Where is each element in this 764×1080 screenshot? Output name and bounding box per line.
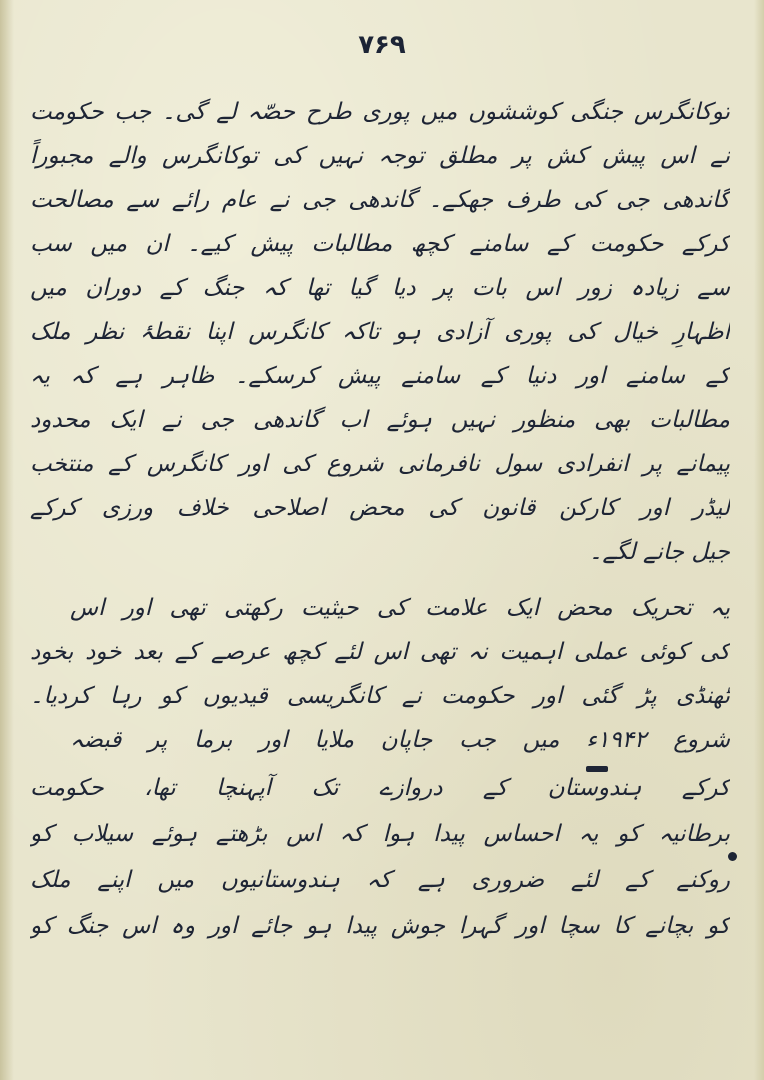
paragraph-3-line-5: کو بچانے کا سچا اور گہرا جوش پیدا ہو جائے اور وہ اس جنگ کو — [30, 913, 730, 939]
page-left-edge-shadow — [0, 0, 14, 1080]
paragraph-3-line-1: شروع ۱۹۴۲ء میں جب جاپان ملایا اور برما پر قبضہ — [70, 727, 730, 753]
margin-bullet-dot — [728, 852, 737, 861]
paragraph-1-line-6: اظہارِ خیال کی پوری آزادی ہو تاکہ کانگرس اپنا نقطۂ نظر ملک — [30, 319, 730, 345]
page-right-edge-shadow — [754, 0, 764, 1080]
paragraph-2-line-3: ٹھنڈی پڑ گئی اور حکومت نے کانگریسی قیدیوں کو رہا کردیا۔ — [30, 683, 730, 709]
paragraph-1-line-2: نے اس پیش کش پر مطلق توجہ نہیں کی توکانگرس والے مجبوراً — [30, 143, 730, 169]
paragraph-1-line-4: کرکے حکومت کے سامنے کچھ مطالبات پیش کیے۔ ان میں سب — [30, 231, 730, 257]
page-number: ۷۶۹ — [358, 30, 406, 60]
paragraph-2-line-2: کی کوئی عملی اہمیت نہ تھی اس لئے کچھ عرصے کے بعد خود بخود — [30, 639, 730, 665]
paragraph-1-line-7: کے سامنے اور دنیا کے سامنے پیش کرسکے۔ ظاہر ہے کہ یہ — [30, 363, 730, 389]
paragraph-1-line-5: سے زیادہ زور اس بات پر دیا گیا تھا کہ جنگ کے دوران میں — [30, 275, 730, 301]
paragraph-1-line-8: مطالبات بھی منظور نہیں ہوئے اب گاندھی جی نے ایک محدود — [30, 407, 730, 433]
paragraph-3-line-3: برطانیہ کو یہ احساس پیدا ہوا کہ اس بڑھتے ہوئے سیلاب کو — [30, 821, 730, 847]
paragraph-3-line-4: روکنے کے لئے ضروری ہے کہ ہندوستانیوں میں اپنے ملک — [30, 867, 730, 893]
paragraph-2-line-1: یہ تحریک محض ایک علامت کی حیثیت رکھتی تھی اور اس — [70, 595, 730, 621]
paragraph-1-line-10: لیڈر اور کارکن قانون کی محض اصلاحی خلاف ورزی کرکے — [30, 495, 730, 521]
paragraph-dash-mark — [586, 766, 608, 772]
paragraph-1-line-9: پیمانے پر انفرادی سول نافرمانی شروع کی اور کانگرس کے منتخب — [30, 451, 730, 477]
paragraph-1-line-11: جیل جانے لگے۔ — [589, 539, 730, 565]
paragraph-1-line-1: توکانگرس جنگی کوششوں میں پوری طرح حصّہ لے گی۔ جب حکومت — [30, 99, 730, 125]
paragraph-3-line-2: کرکے ہندوستان کے دروازے تک آپہنچا تھا، حکومت — [30, 775, 730, 801]
paragraph-1-line-3: گاندھی جی کی طرف جھکے۔ گاندھی جی نے عام رائے سے مصالحت — [30, 187, 730, 213]
